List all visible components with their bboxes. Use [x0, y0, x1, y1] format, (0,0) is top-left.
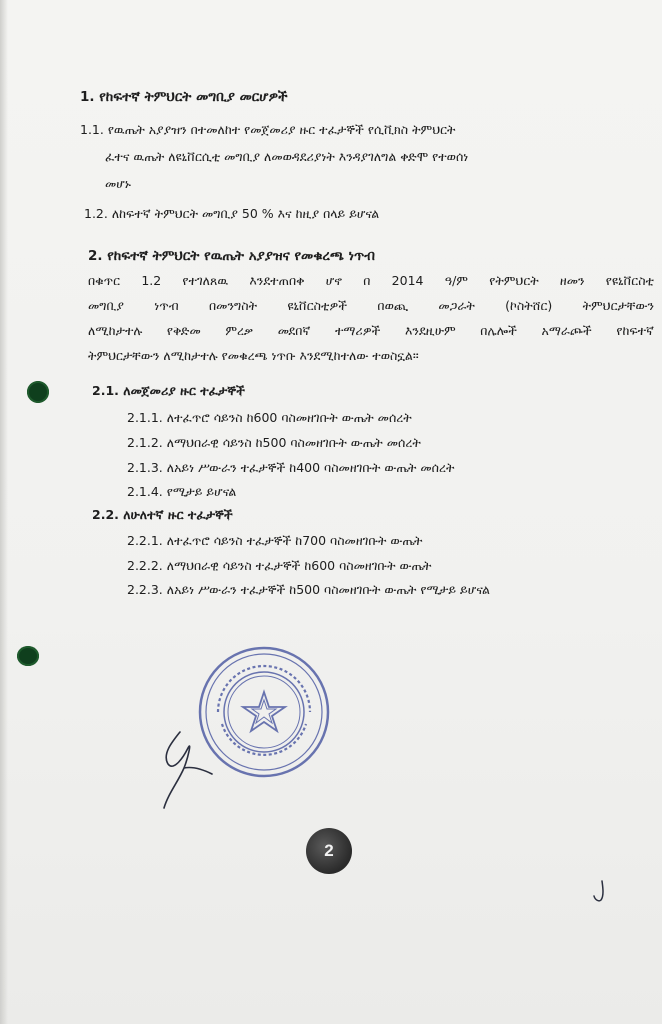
item-1-1-line-2: ፈተና ዉጤት ለዩኒቨርሲቲ መግቢያ ለመወዳደሪያነት እንዳያገለግል ቀድሞ የተወሰነ — [105, 149, 469, 164]
item-2-1-3: 2.1.3. ለአይነ ሥውራን ተፈታኞች ከ400 ባስመዘገቡት ውጤት መሰረት — [127, 460, 455, 475]
item-2-2-3: 2.2.3. ለአይነ ሥውራን ተፈታኞች ከ500 ባስመዘገቡት ውጤት የሚታይ ይሆናል — [127, 582, 490, 597]
section-2-paragraph-line-4: ትምህርታቸውን ለሚከታተሉ የመቁረጫ ነጥቡ እንደሚከተለው ተወስኗል። — [88, 348, 419, 363]
page-number: 2 — [324, 841, 334, 860]
section-2-heading: 2. የከፍተኛ ትምህርት የዉጤት አያያዝና የመቁረጫ ነጥብ — [88, 248, 375, 264]
section-2-paragraph-line-3: ለሚከታተሉ የቅድመ ምረቃ መደበኛ ተማሪዎች እንደዚሁም በሌሎች አማራጮች የከፍተኛ — [88, 323, 654, 338]
page-number-badge — [306, 828, 352, 874]
item-1-1-line-3: መሆኑ — [105, 176, 131, 191]
item-2-2-1: 2.2.1. ለተፈጥሮ ሳይንስ ተፈታኞች ከ700 ባስመዘገቡት ውጤት — [127, 533, 423, 548]
section-2-1-heading: 2.1. ለመጀመሪያ ዙር ተፈታኞች — [92, 383, 245, 398]
item-2-1-4: 2.1.4. የሚታይ ይሆናል — [127, 484, 237, 499]
section-2-paragraph-line-1: በቁጥር 1.2 የተገለጸዉ እንደተጠበቀ ሆኖ በ 2014 ዓ/ም የትምህርት ዘመን የዩኒቨርስቲ — [88, 273, 654, 288]
section-2-paragraph-line-2: መግቢያ ነጥብ በመንግስት ዩኒቨርስቲዎች በወጪ መጋራት (ኮስትሸር) ትምህርታቸውን — [88, 298, 654, 313]
item-2-2-2: 2.2.2. ለማህበራዊ ሳይንስ ተፈታኞች ከ600 ባስመዘገቡት ውጤት — [127, 558, 432, 573]
section-1-heading: 1. የከፍተኛ ትምህርት መግቢያ መርሆዎች — [80, 89, 288, 105]
handwritten-signature-icon — [150, 728, 220, 818]
page-edge-shadow — [0, 0, 8, 1024]
item-1-1-line-1: 1.1. የዉጤት አያያዝን በተመለከተ የመጀመሪያ ዙር ተፈታኞች የሲቪክስ ትምህርት — [80, 122, 456, 137]
item-2-1-1: 2.1.1. ለተፈጥሮ ሳይንስ ከ600 ባስመዘገቡት ውጤት መሰረት — [127, 410, 412, 425]
punch-hole-lower — [17, 646, 39, 666]
handwritten-initial-icon — [590, 878, 610, 904]
punch-hole-upper — [27, 381, 49, 403]
item-1-2: 1.2. ለከፍተኛ ትምህርት መግቢያ 50 % እና ከዚያ በላይ ይሆናል — [84, 206, 380, 221]
section-2-2-heading: 2.2. ለሁለተኛ ዙር ተፈታኞች — [92, 507, 233, 522]
item-2-1-2: 2.1.2. ለማህበራዊ ሳይንስ ከ500 ባስመዘገቡት ውጤት መሰረት — [127, 435, 421, 450]
